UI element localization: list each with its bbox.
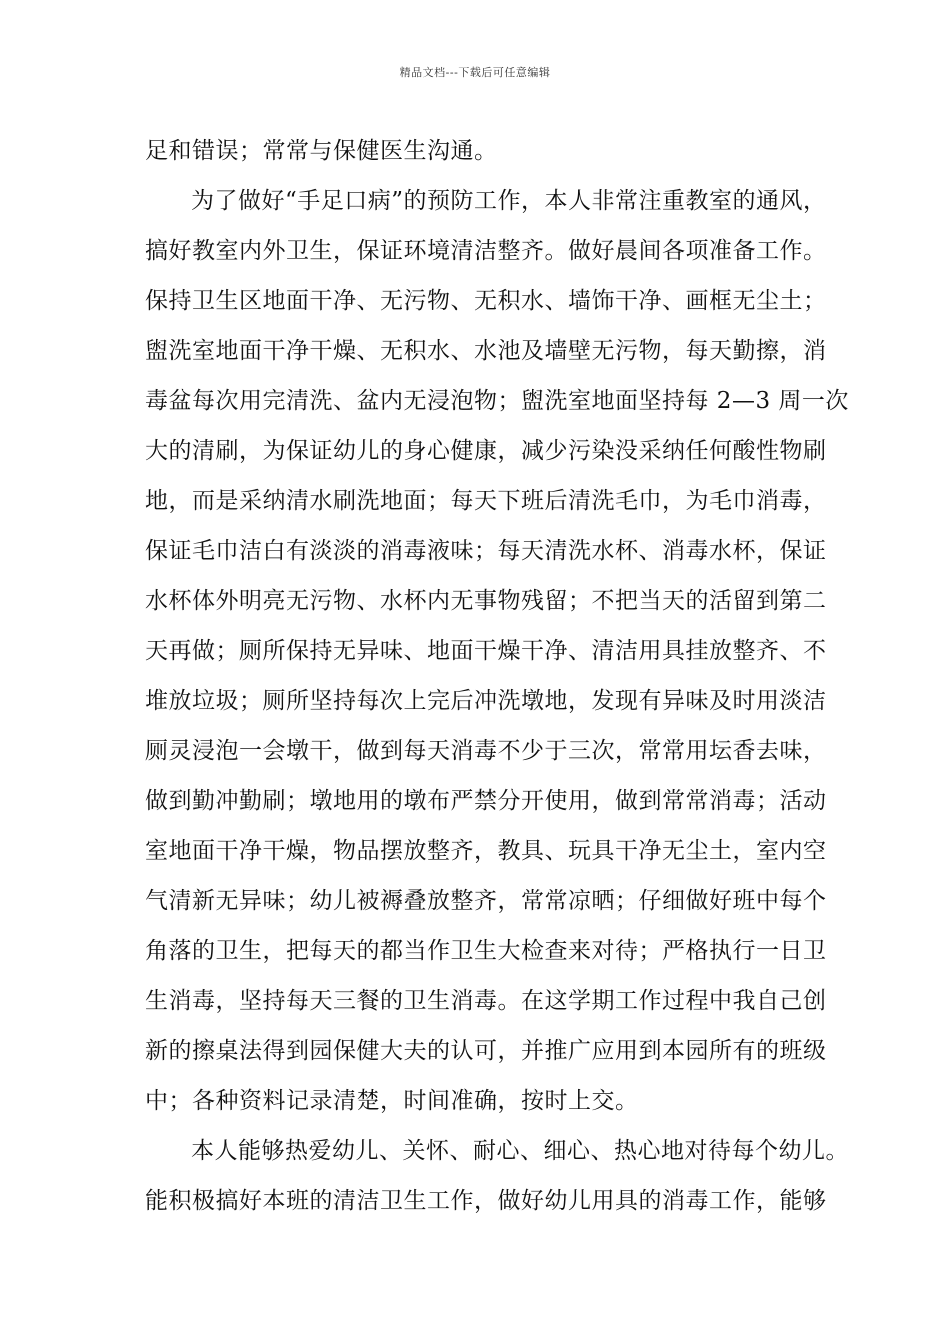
text-line: 做到勤冲勤刷；墩地用的墩布严禁分开使用，做到常常消毒；活动 (145, 788, 827, 814)
paragraph-start-line: 本人能够热爱幼儿、关怀、耐心、细心、热心地对待每个幼儿。 (191, 1138, 849, 1164)
text-line: 盥洗室地面干净干燥、无积水、水池及墙壁无污物，每天勤擦，消 (145, 338, 827, 364)
text-line: 足和错误；常常与保健医生沟通。 (145, 138, 498, 164)
text-line: 天再做；厕所保持无异味、地面干燥干净、清洁用具挂放整齐、不 (145, 638, 827, 664)
text-line: 能积极搞好本班的清洁卫生工作，做好幼儿用具的消毒工作，能够 (145, 1188, 827, 1214)
text-line: 毒盆每次用完清洗、盆内无浸泡物；盥洗室地面坚持每 2—3 周一次 (145, 388, 849, 414)
text-line: 大的清刷，为保证幼儿的身心健康，减少污染没采纳任何酸性物刷 (145, 438, 827, 464)
text-line: 保证毛巾洁白有淡淡的消毒液味；每天清洗水杯、消毒水杯，保证 (145, 538, 827, 564)
document-body (145, 126, 849, 1226)
text-line: 水杯体外明亮无污物、水杯内无事物残留；不把当天的活留到第二 (145, 588, 827, 614)
text-line: 气清新无异味；幼儿被褥叠放整齐，常常凉晒；仔细做好班中每个 (145, 888, 827, 914)
text-line: 地，而是采纳清水刷洗地面；每天下班后清洗毛巾，为毛巾消毒， (145, 488, 827, 514)
text-line: 中；各种资料记录清楚，时间准确，按时上交。 (145, 1088, 639, 1114)
page-header: 精品文档---下载后可任意编辑 (399, 66, 551, 79)
text-line: 新的擦桌法得到园保健大夫的认可，并推广应用到本园所有的班级 (145, 1038, 827, 1064)
text-line: 堆放垃圾；厕所坚持每次上完后冲洗墩地，发现有异味及时用淡洁 (145, 688, 827, 714)
text-line: 厕灵浸泡一会墩干，做到每天消毒不少于三次，常常用坛香去味， (145, 738, 827, 764)
text-line: 室地面干净干燥，物品摆放整齐，教具、玩具干净无尘土，室内空 (145, 838, 827, 864)
text-line: 角落的卫生，把每天的都当作卫生大检查来对待；严格执行一日卫 (145, 938, 827, 964)
text-line: 保持卫生区地面干净、无污物、无积水、墙饰干净、画框无尘土； (145, 288, 827, 314)
text-line: 生消毒，坚持每天三餐的卫生消毒。在这学期工作过程中我自己创 (145, 988, 827, 1014)
paragraph-start-line: 为了做好“手足口病”的预防工作，本人非常注重教室的通风， (191, 188, 827, 214)
text-line: 搞好教室内外卫生，保证环境清洁整齐。做好晨间各项准备工作。 (145, 238, 827, 264)
